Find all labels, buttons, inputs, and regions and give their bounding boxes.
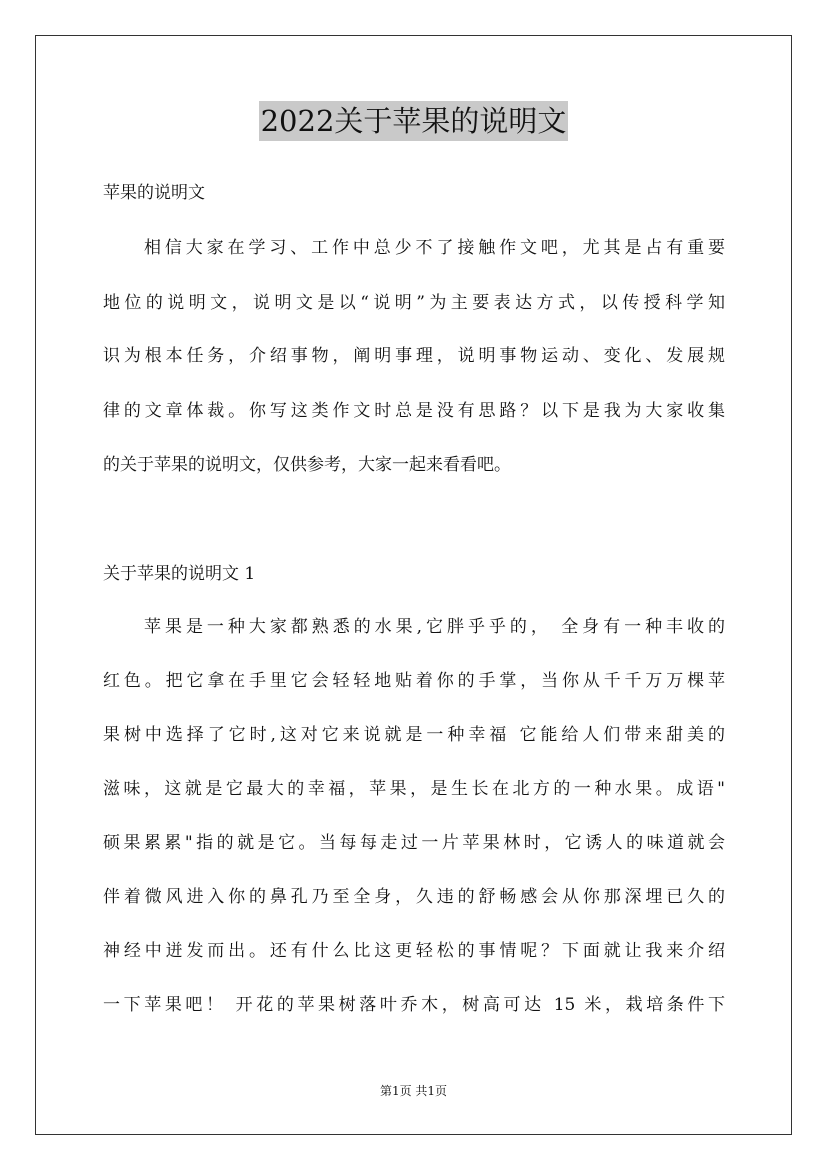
- page-number-footer: 第1页 共1页: [379, 1084, 448, 1098]
- document-title: 2022关于苹果的说明文: [259, 101, 569, 141]
- paragraph-line: 的关于苹果的说明文，仅供参考，大家一起来看看吧。: [103, 455, 511, 475]
- paragraph-line: 伴着微风进入你的鼻孔乃至全身，久违的舒畅感会从你那深埋已久的: [103, 887, 725, 907]
- paragraph-line: 果树中选择了它时,这对它来说就是一种幸福 它能给人们带来甜美的: [103, 725, 725, 745]
- intro-heading: 苹果的说明文: [103, 183, 205, 203]
- paragraph-line: 律的文章体裁。你写这类作文时总是没有思路？以下是我为大家收集: [103, 401, 725, 421]
- paragraph-line: 相信大家在学习、工作中总少不了接触作文吧，尤其是占有重要: [144, 238, 725, 258]
- paragraph-line: 红色。把它拿在手里它会轻轻地贴着你的手掌，当你从千千万万棵苹: [103, 671, 725, 691]
- section1-heading: 关于苹果的说明文 1: [103, 564, 256, 584]
- title-container: [0, 101, 827, 141]
- paragraph-line: 神经中迸发而出。还有什么比这更轻松的事情呢？下面就让我来介绍: [103, 941, 725, 961]
- paragraph-line: 识为根本任务，介绍事物，阐明事理，说明事物运动、变化、发展规: [103, 346, 725, 366]
- paragraph-line: 滋味，这就是它最大的幸福，苹果，是生长在北方的一种水果。成语": [103, 779, 725, 799]
- paragraph-line: 硕果累累"指的就是它。当每每走过一片苹果林时，它诱人的味道就会: [103, 833, 725, 853]
- paragraph-line: 苹果是一种大家都熟悉的水果,它胖乎乎的， 全身有一种丰收的: [144, 617, 725, 637]
- paragraph-line: 一下苹果吧！ 开花的苹果树落叶乔木，树高可达 15 米，栽培条件下: [103, 995, 725, 1015]
- paragraph-line: 地位的说明文，说明文是以“说明”为主要表达方式，以传授科学知: [103, 293, 725, 313]
